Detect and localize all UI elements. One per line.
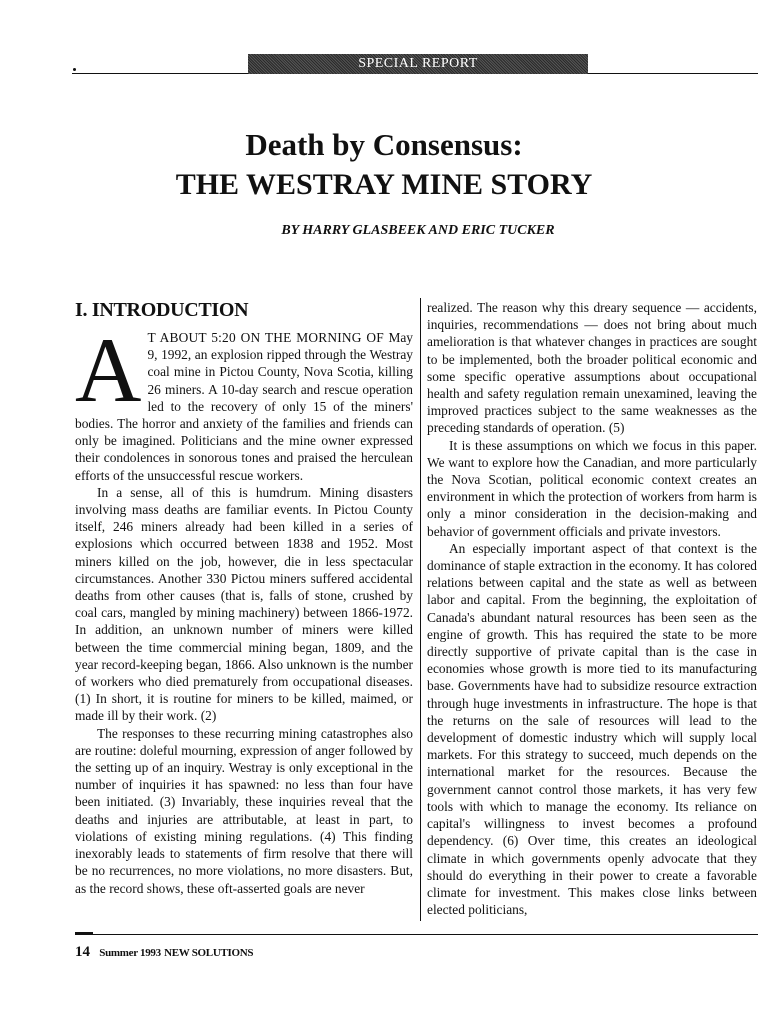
paragraph-6: An especially important aspect of that context is the dominance of staple extraction in the economy. It has colored relations between capital and the state as well as between labor and capital. From the beginning, the exploitation of Canada's abundant natural resources has been seen as the engine of growth. This has required the state to be more directly supportive of private capital than is the case in economies whose growth is more tied to its manufacturing base. Governments have had to subsidize resource extraction through huge investments in infrastructure. The hope is that the returns on the sale of resources will lead to the development of domestic industry which will supply local markets. For this strategy to succeed, much depends on the international market for the resources. Because the government cannot control those markets, it has very few tools with which to manage the economy. Its reliance on capital's willingness to invest becomes a profound dependency. (6) Over time, this creates an ideological climate in which governments openly advocate that they should do everything in their power to create a favorable climate for investment. This makes close links between elected politicians,	[427, 540, 757, 918]
paragraph-4: realized. The reason why this dreary sequence — accidents, inquiries, recommendations — does not bring about much amelioration is that whatever changes in practices are sought to be implemented, both the broader political economic and some specific operative assumptions about occupational health and safety regulation remain unexamined, leaving the improved practices subject to the same weaknesses as the preceding standards of operation. (5)	[427, 300, 757, 436]
footer-rule	[75, 934, 758, 935]
byline: BY HARRY GLASBEEK AND ERIC TUCKER	[281, 223, 555, 238]
paragraph-3: The responses to these recurring mining catastrophes also are routine: doleful mourning, expression of anger followed by the setting up of an inquiry. Westray is only exceptional in the number of inquiries it has spawned: no less than four have been initiated. (3) Invariably, these inquiries reveal that the deaths and injuries are attributable, at least in part, to violations of existing mining regulations. (4) This finding inexorably leads to statements of firm resolve that there will be no recurrences, no more violations, no more disasters. But, as the record shows, these oft-asserted goals are never	[75, 725, 413, 896]
paragraph-1-text: May 9, 1992, an explosion ripped through the Westray coal mine in Pictou County, Nova Scotia, killing 26 miners. A 10-day search and rescue operation led to the recovery of only 15 of the miners' bodies. The horror and anxiety of the families and friends can only be imagined. Politicians and the mine owner expressed their condolences in sonorous tones and praised the herculean efforts of the unsuccessful rescue workers.	[75, 330, 413, 483]
page-number: 14	[75, 944, 90, 960]
paragraph-5: It is these assumptions on which we focus in this paper. We want to explore how the Canadian, and more particularly the Nova Scotian, political economic context creates an environment in which the protection of workers from harm is only a minor consideration in the decision-making and behavior of government officials and private investors.	[427, 437, 757, 539]
lead-caps: T ABOUT 5:20 ON THE MORNING OF	[147, 330, 384, 345]
issue-date: Summer 1993	[99, 947, 161, 959]
right-column	[427, 299, 757, 918]
left-column	[75, 299, 413, 897]
paragraph-2: In a sense, all of this is humdrum. Mining disasters involving mass deaths are familiar events. In Pictou County itself, 246 miners already had been killed in a series of explosions which occurred between 1838 and 1952. Most miners killed on the job, however, die in less spectacular circumstances. Another 330 Pictou miners suffered accidental deaths from other causes (that is, falls of stone, crushed by coal cars, mangled by mining machinery) between 1866-1972. In addition, an unknown number of miners were killed between the time commercial mining began, 1809, and the year record-keeping began, 1866. Also unknown is the number of workers who died prematurely from occupational diseases.(1) In short, it is routine for miners to be killed, maimed, or made ill by their work. (2)	[75, 484, 413, 724]
article-title: Death by Consensus:	[245, 127, 523, 162]
drop-cap: A	[75, 319, 142, 421]
publication-name: NEW SOLUTIONS	[164, 947, 254, 959]
page-footer	[75, 944, 253, 961]
paragraph-1	[75, 319, 413, 484]
header-dot	[73, 68, 76, 71]
special-report-banner: SPECIAL REPORT	[248, 54, 588, 74]
article-subtitle: THE WESTRAY MINE STORY	[175, 168, 593, 201]
column-divider	[420, 298, 421, 921]
section-heading: I. INTRODUCTION	[75, 299, 249, 321]
